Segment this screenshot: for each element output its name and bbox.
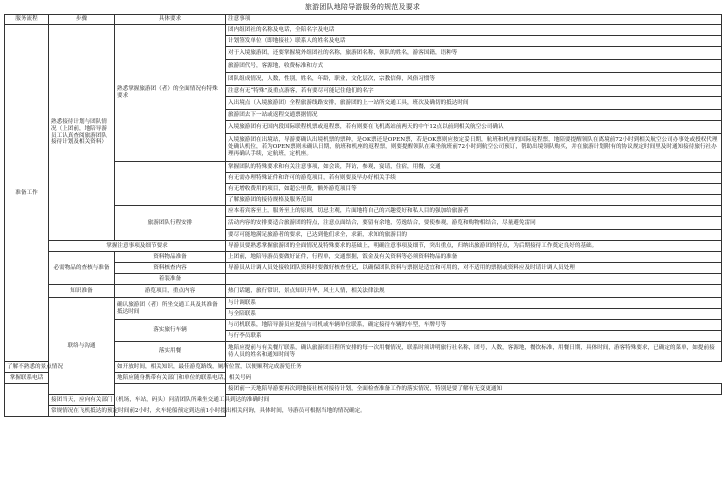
note-cell: 入境旅游团在出境站，导游要确认出境机票的票种，是OK票还是OPEN票，若是OK票则应按定妥日期，航班和机座的国际返程票，地陪要提醒领队在离境前72小时到相关航空公司办事处或授权代理处确认机位，若为OPEN票则未确认日期，航班和机座的返程票，则要提醒领队在乘坐航班前72小时到航空公司预订，帮助出境领队购买，并在旅游计划附有的协议规定时间里及时通知接待旅行社办理再确认手续，定航班，定机座。: [226, 134, 722, 162]
note-cell: 如开放时间，相关知识，最佳游览路线，厕所位置，以便顺利完成游览任务: [115, 362, 226, 373]
req-hotel-contact: 掌握联系电话: [5, 373, 49, 384]
req-meal: 落实用餐: [115, 342, 226, 362]
note-cell: 有无增收费用的项目，如超公里费，额外游览项目等: [226, 184, 722, 195]
note-cell: 团内组团社的名称及电话，全陪名字及电话: [226, 25, 722, 36]
req-clothing: 着装准备: [115, 274, 226, 285]
note-cell: 热门话题，旅行常识，景点知识升华，风土人情，相关法律法规: [226, 285, 722, 298]
header-cell: 服务流程: [5, 15, 49, 25]
note-cell: 与行李员联系: [226, 331, 722, 342]
note-cell: 旅游团去下一站或返程交通票据情况: [226, 110, 722, 121]
step-knowledge: 知识准备: [49, 285, 115, 298]
note-cell: 入境旅游团有无国内段国际联程机票或返程票，若有则要在飞机离站前两天的中午12点以前到相关航空公司确认: [226, 121, 722, 134]
header-cell: 注意事项: [226, 15, 722, 25]
note-cell: 接团当天，应向有关部门（机场，车站，码头）问清团队所乘坐交通工具到达的准确时间: [49, 395, 115, 406]
req-master: 熟悉掌握旅游团（者）的全面情况有特殊要求: [115, 25, 226, 162]
note-cell: 导游员从计调人员处接收团队资料时要做好核查登记，以确保团队资料与票据是适宜和可用的，对不适用的票据或资料应及时请计调人员处理: [226, 263, 722, 274]
note-cell: 与全陪联系: [226, 309, 722, 320]
note-cell: 应本着宾客至上，服务至上的原则，切忌主观，片面地将自己的兴趣爱好和私人目的强加给旅游者: [226, 206, 722, 217]
req-vehicle: 落实旅行车辆: [115, 320, 226, 342]
note-cell: 计划签发单位（即地接社）联系人的姓名及电话: [226, 36, 722, 47]
req-cell: [115, 162, 226, 206]
step-items-check: 必需物品的查核与准备: [49, 252, 115, 285]
req-reception: 掌握注意事项及细节要求: [49, 241, 226, 252]
note-cell: 掌握团队的特殊要求和有关注意事项，如会谈，拜访，参观，宴请，住宿，用餐，交通: [226, 162, 722, 173]
req-materials: 资料物品准备: [115, 252, 226, 263]
note-cell: 团队组成情况，人数，性别，姓名，年龄，职业，文化层次，宗教信仰，风俗习惯等: [226, 73, 722, 86]
note-cell: 地陪应随身携带有关部门和单位的联系电话，相关号码: [115, 373, 226, 384]
req-unclear: 了解不熟悉的景点情况: [5, 362, 49, 373]
req-topics: 游览项目，重点内容: [115, 285, 226, 298]
header-cell: 步骤: [49, 15, 115, 25]
note-cell: 了解旅游团的接待规格及服务范围: [226, 195, 722, 206]
note-cell: 对于入境旅游团，还要掌握境外组团社的名称，旅游团名称，领队的姓名，游客国籍，语种等: [226, 47, 722, 60]
document-title: 旅游团队地陪导游服务的规范及要求: [304, 3, 421, 11]
note-cell: 与计调联系: [226, 298, 722, 309]
step-cell: [5, 384, 49, 417]
note-cell: 常规情况在飞机抵达的预定时间前2小时，火车轮船预定到达前1小时提出相关问询，具体时间，导游员可根据当地的情况确定。: [49, 406, 115, 417]
step-familiar: 熟悉接待计划与团队情况（上团前，地陪导游员工认真查阅旅游团队接待计划及相关资料）: [49, 25, 115, 241]
note-cell: 导游员要熟悉掌握旅游团的全面情况及特殊要求的基础上，明确注意事项及细节，突出重点，归纳出旅游团的特点，为后期接待工作奠定良好的基础。: [226, 241, 722, 252]
note-cell: 接团前一天地陪导游要再次到地接社核对接待计划，全面检查准备工作的落实情况，特别是要了解有无变更通知: [226, 384, 722, 395]
note-cell: 入出境点（入境旅游团）全程旅游线路安排，旅游团的上一站所交通工具，班次及确切的抵达时间: [226, 97, 722, 110]
note-cell: 要尽可能地满足旅游者的要求，已达到他们求全，求新，求知的旅游目的: [226, 230, 722, 241]
service-spec-table: [4, 14, 722, 417]
note-cell: 旅游团代号，客源地，收费标准和方式: [226, 60, 722, 73]
note-cell: [226, 274, 722, 285]
stage-prepare: 准备工作: [5, 25, 49, 362]
note-cell: 与司机联系，地陪导游员应提前与司机或车辆单位联系，确定接待车辆的车型，车牌号等: [226, 320, 722, 331]
note-cell: 活动内容的安排要适合旅游团的特点，注意点面结合，要留有余地，劳逸结合，要使参观，游览和购物相结合，尽量避免雷同: [226, 217, 722, 230]
note-cell: 地陪应提前与有关餐厅联系，确认旅游团日程所安排的每一次用餐情况，联系时须讲明旅行社名称，团号，人数，客源地，餐饮标准，用餐日期，具体时间，游客特殊要求，已确定的菜单，如提前接待人员的姓名和通知时间等: [226, 342, 722, 362]
header-row: [5, 15, 722, 25]
req-schedule: 旅游团队行程安排: [115, 206, 226, 241]
req-check-content: 资料核查内容: [115, 263, 226, 274]
stage-link: 联络与沟通: [49, 298, 115, 395]
note-cell: 注意有无“特殊”及重点游客，若有要尽可能记住他们的名字: [226, 86, 722, 97]
header-cell: 具体要求: [115, 15, 226, 25]
note-cell: 上团前，地陪导游员要做好证件，行程单，交通票据，饭金及有关资料等必须资料物品的准备: [226, 252, 722, 263]
note-cell: 有无需办理特殊证件和许可的游览项目，若有则要及早办好相关手续: [226, 173, 722, 184]
req-confirm-time: 确认旅游团（者）所坐交通工具及其准备抵达时间: [115, 298, 226, 320]
